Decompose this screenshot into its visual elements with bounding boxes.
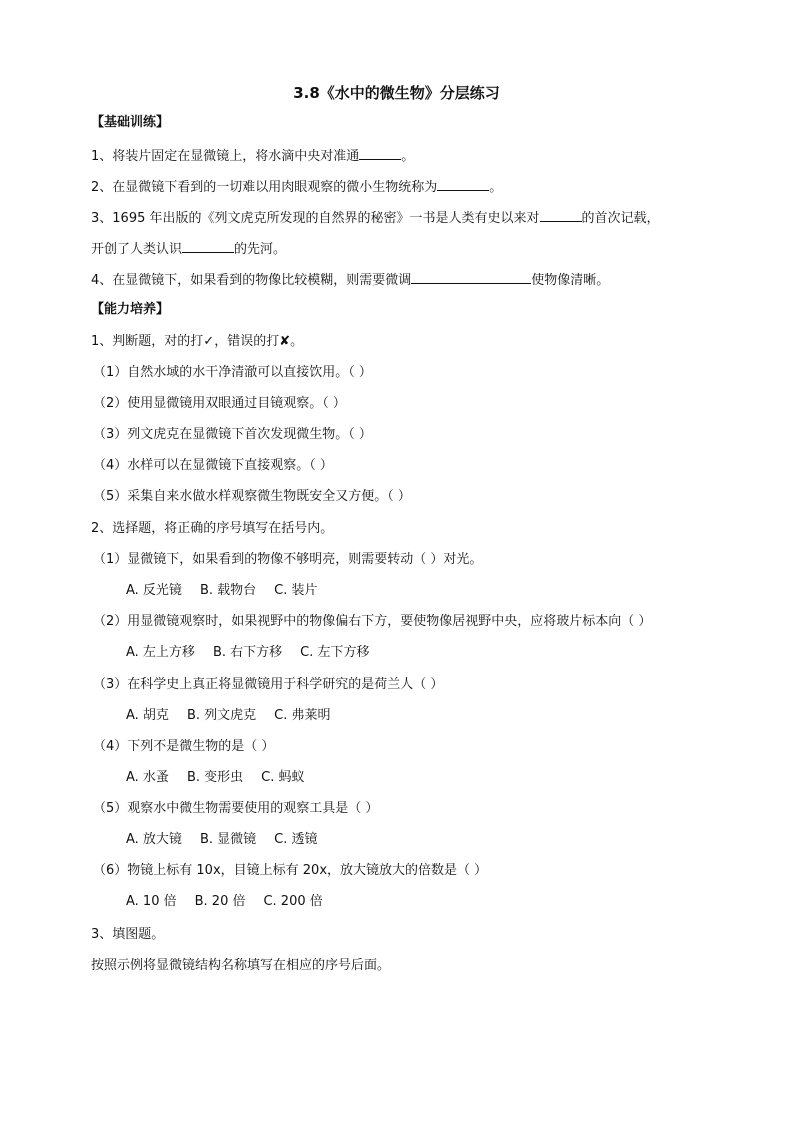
choice-q3-options [126,707,348,725]
answer-blank[interactable] [540,208,582,222]
option-a: A. 胡克 [126,708,169,723]
judge-intro-text: 1、判断题，对的打 [91,334,204,349]
basic-q2 [91,177,502,197]
fill-instruction: 按照示例将显微镜结构名称填写在相应的序号后面。 [91,958,391,973]
section-ability-heading: 【能力培养】 [91,302,170,317]
choice-intro: 2、选择题，将正确的序号填写在括号内。 [91,521,334,536]
choice-q4-stem: （4）下列不是微生物的是（ ） [93,739,275,754]
answer-blank[interactable] [182,239,234,253]
option-a: A. 水蚤 [126,770,169,785]
basic-q1-text: 1、将装片固定在显微镜上，将水滴中央对准通 [91,149,360,164]
basic-q3-continued [91,239,286,259]
choice-q2-stem: （2）用显微镜观察时，如果视野中的物像偏右下方，要使物像居视野中央，应将玻片标本向（ ） [93,614,652,629]
choice-q1-options [126,582,335,600]
answer-blank[interactable] [411,270,531,284]
option-a: A. 反光镜 [126,583,182,598]
section-basic-heading: 【基础训练】 [91,115,170,130]
choice-q5-stem: （5）观察水中微生物需要使用的观察工具是（ ） [93,801,379,816]
choice-q6-stem: （6）物镜上标有 10x，目镜上标有 20x，放大镜放大的倍数是（ ） [93,863,488,878]
option-b: B. 右下方移 [212,645,283,660]
answer-blank[interactable] [437,177,489,191]
option-b: B. 载物台 [199,583,257,598]
basic-q4-text: 4、在显微镜下，如果看到的物像比较模糊，则需要微调 [91,273,412,288]
basic-q4 [91,270,609,290]
basic-q1 [91,146,414,166]
judge-intro-mid: ，错误的打 [214,334,280,349]
option-c: C. 装片 [274,583,318,598]
option-c: C. 透镜 [274,832,318,847]
option-c: C. 左下方移 [300,645,370,660]
basic-q2-text: 2、在显微镜下看到的一切难以用肉眼观察的微小生物统称为 [91,180,438,195]
option-c: C. 蚂蚁 [261,770,305,785]
fill-intro: 3、填图题。 [91,927,165,942]
basic-q3b-text: 开创了人类认识 [91,242,183,257]
option-a: A. 10 倍 [126,894,177,909]
cross-mark-icon: ✘ [279,334,291,349]
choice-q2-options [126,644,387,662]
judge-item-2: （2）使用显微镜用双眼通过目镜观察。（ ） [93,396,346,411]
option-c: C. 200 倍 [263,894,323,909]
basic-q4-end: 使物像清晰。 [531,273,610,288]
judge-intro-end: 。 [290,334,304,349]
answer-blank[interactable] [359,146,401,160]
judge-item-5: （5）采集自来水做水样观察微生物既安全又方便。（ ） [93,489,411,504]
basic-q3-end: 的首次记载， [581,211,660,226]
judge-item-3: （3）列文虎克在显微镜下首次发现微生物。（ ） [93,427,372,442]
choice-q3-stem: （3）在科学史上真正将显微镜用于科学研究的是荷兰人（ ） [93,677,444,692]
page-title: 3.8《水中的微生物》分层练习 [293,84,500,102]
basic-q3 [91,208,660,228]
option-a: A. 放大镜 [126,832,182,847]
choice-q6-options [126,893,341,911]
judge-item-1: （1）自然水域的水干净清澈可以直接饮用。（ ） [93,365,372,380]
choice-q4-options [126,769,322,787]
choice-q5-options [126,831,335,849]
judge-item-4: （4）水样可以在显微镜下直接观察。（ ） [93,458,333,473]
option-b: B. 显微镜 [199,832,257,847]
option-b: B. 列文虎克 [186,708,257,723]
basic-q2-end: 。 [489,180,503,195]
judge-intro [91,333,303,351]
option-b: B. 变形虫 [186,770,244,785]
basic-q3-text: 3、1695 年出版的《列文虎克所发现的自然界的秘密》一书是人类有史以来对 [91,211,540,226]
basic-q3b-end: 的先河。 [234,242,287,257]
check-mark-icon: ✓ [203,334,215,349]
option-b: B. 20 倍 [194,894,246,909]
choice-q1-stem: （1）显微镜下，如果看到的物像不够明亮，则需要转动（ ）对光。 [93,552,483,567]
option-a: A. 左上方移 [126,645,195,660]
basic-q1-end: 。 [401,149,415,164]
option-c: C. 弗莱明 [274,708,331,723]
